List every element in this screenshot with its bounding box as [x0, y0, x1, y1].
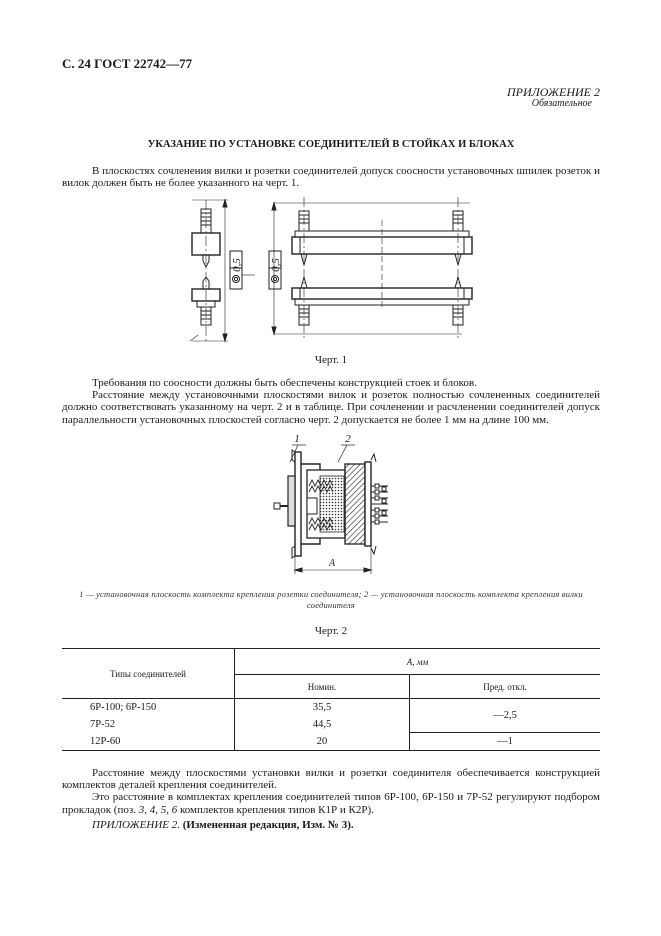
- figure-2: [262, 432, 402, 582]
- cell-nominal: 20: [235, 733, 410, 751]
- intro-text: В плоскостях сочленения вилки и розетки соединителей допуск соосности установочных шпилек розеток и вилок должен быть не более указанного на черт. 1.: [62, 165, 600, 190]
- fig1-long-connector: [272, 197, 472, 341]
- final-p2-positions: 3, 4, 5, 6: [138, 803, 178, 816]
- final-paragraph-1: Расстояние между плоскостями установки вилки и розетки соединителя обеспечивается конструкцией комплектов деталей крепления соединителей.: [62, 767, 600, 792]
- cell-type: 7Р-52: [90, 718, 116, 730]
- cell-deviation-merged: —2,5: [410, 699, 601, 733]
- requirements-paragraph: [62, 377, 600, 426]
- final-paragraph-3: [62, 819, 600, 831]
- table-row: [62, 733, 600, 751]
- final-section: [62, 767, 600, 831]
- intro-paragraph: [62, 165, 600, 189]
- requirements-line-2: Расстояние между установочными плоскостями вилок и розеток полностью сочлененных соединителей должно соответствовать указанному на черт. 2 и в таблице. При сочленении и расчленении соединителей допуск параллельности установочных плоскостей согласно черт. 2 допускается не более 1 мм на длине 100 мм.: [62, 389, 600, 426]
- fig2-dim-a: A: [328, 558, 336, 569]
- fig1-tol-label-a: 0,5: [231, 258, 243, 272]
- cell-type: 12Р-60: [62, 733, 235, 751]
- appendix-block: [500, 86, 600, 110]
- final-p2-end: комплектов крепления типов К1Р и К2Р).: [177, 803, 374, 816]
- table-row: [62, 699, 600, 716]
- connector-dimensions-table: [62, 648, 600, 751]
- legend-num-2: 2: [363, 589, 369, 599]
- legend-text-2: — установочная плоскость комплекта крепления вилки соединителя: [307, 589, 583, 610]
- cell-deviation: —1: [410, 733, 601, 751]
- appendix-label: ПРИЛОЖЕНИЕ 2: [507, 85, 600, 99]
- figure-1-caption: Черт. 1: [314, 354, 348, 366]
- th-nominal: Номин.: [235, 675, 410, 699]
- final-paragraph-2: [62, 791, 600, 815]
- page-header: С. 24 ГОСТ 22742—77: [62, 56, 193, 71]
- final-p3-appendix: ПРИЛОЖЕНИЕ 2.: [92, 818, 180, 831]
- th-a-mm: А, мм: [235, 649, 601, 675]
- figure-1: [170, 195, 500, 345]
- figure-2-caption: Черт. 2: [314, 625, 348, 637]
- final-p2-start: Это расстояние в комплектах крепления соединителей типов 6Р-100, 6Р-150 и 7Р-52 регулируют подбором прокладок (поз.: [62, 791, 600, 816]
- document-title: УКАЗАНИЕ ПО УСТАНОВКЕ СОЕДИНИТЕЛЕЙ В СТОЙКАХ И БЛОКАХ: [147, 139, 515, 150]
- requirements-line-1: Требования по соосности должны быть обеспечены конструкцией стоек и блоков.: [92, 377, 477, 389]
- th-types: Типы соединителей: [62, 649, 235, 699]
- fig1-small-connector: [190, 200, 228, 341]
- legend-num-1: 1: [79, 589, 84, 599]
- final-p3-edition: (Измененная редакция, Изм. № 3).: [179, 818, 354, 831]
- fig2-callout-2: 2: [345, 433, 351, 445]
- figure-2-legend: [62, 589, 600, 611]
- cell-nominal: 44,5: [235, 716, 410, 733]
- th-deviation: Пред. откл.: [410, 675, 601, 699]
- cell-type: 6Р-100; 6Р-150: [90, 701, 157, 713]
- legend-text-1: — установочная плоскость комплекта крепления розетки соединителя;: [83, 589, 364, 599]
- cell-nominal: 35,5: [235, 699, 410, 716]
- appendix-status: Обязательное: [531, 98, 592, 109]
- fig2-callout-1: 1: [294, 433, 300, 445]
- fig1-tol-label-b: 0,5: [270, 258, 282, 272]
